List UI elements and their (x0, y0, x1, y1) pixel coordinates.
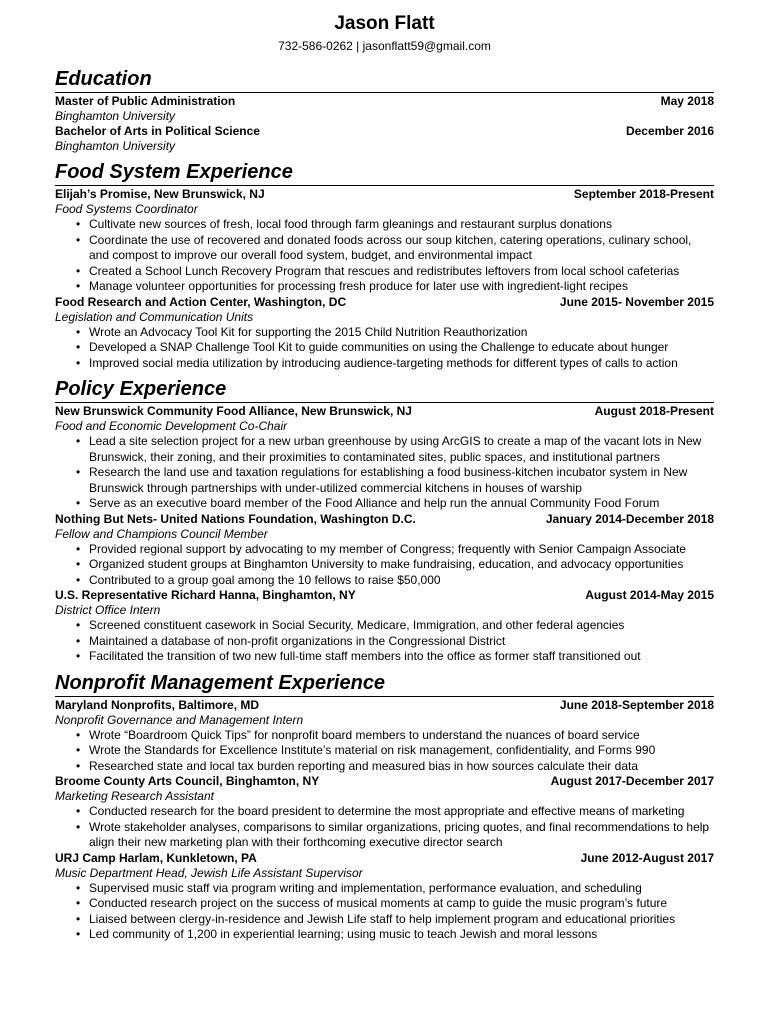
entry-date: December 2016 (625, 124, 714, 138)
resume-entry (55, 851, 714, 943)
entry-heading (55, 124, 714, 139)
resume-sections (55, 67, 714, 943)
entry-organization: Nothing But Nets- United Nations Foundation, Washington D.C. (55, 511, 416, 526)
entry-role: Legislation and Communication Units (55, 309, 254, 324)
resume-entry (55, 404, 714, 512)
entry-heading (55, 512, 714, 527)
section-divider (55, 185, 714, 186)
entry-role: Food and Economic Development Co-Chair (55, 419, 288, 433)
entry-heading (55, 295, 714, 310)
section-title: Food System Experience (55, 161, 293, 183)
entry-organization: New Brunswick Community Food Alliance, New Brunswick, NJ (55, 404, 412, 418)
bullet-item: • Wrote an Advocacy Tool Kit for supporting the 2015 Child Nutrition Reauthorization (89, 325, 714, 341)
entry-bullets (55, 434, 714, 512)
resume-entry (55, 295, 714, 372)
entry-date: August 2018-Present (594, 404, 714, 418)
bullet-item: • Manage volunteer opportunities for processing fresh produce for later use with ingredient-light recipes (89, 279, 714, 295)
resume-section (55, 671, 714, 943)
entry-heading (55, 698, 714, 713)
entry-role: Music Department Head, Jewish Life Assistant Supervisor (55, 865, 363, 880)
entry-date: June 2018-September 2018 (559, 697, 714, 712)
bullet-item: • Coordinate the use of recovered and donated foods across our soup kitchen, catering operations, culinary school, and compost to improve our overall food system, budget, and environmental impact (89, 233, 714, 264)
bullet-item: • Wrote the Standards for Excellence Institute’s material on risk management, confidentiality, and Forms 990 (89, 743, 714, 759)
entry-bullets (55, 804, 714, 851)
entry-organization: Elijah’s Promise, New Brunswick, NJ (55, 187, 265, 201)
section-divider (55, 92, 714, 93)
entry-heading (55, 588, 714, 603)
entry-bullets (55, 881, 714, 943)
entry-date: June 2015- November 2015 (559, 294, 714, 309)
entry-date: January 2014-December 2018 (545, 511, 714, 526)
entry-date: September 2018-Present (573, 187, 714, 201)
entry-bullets (55, 325, 714, 372)
bullet-item: • Research the land use and taxation regulations for establishing a food business-kitchen incubator system in New Brunswick through partnerships with under-utilized commercial kitchens in houses of warship (89, 465, 714, 496)
section-entries (55, 94, 714, 154)
bullet-item: • Serve as an executive board member of the Food Alliance and help run the annual Community Food Forum (89, 496, 714, 512)
bullet-item: • Maintained a database of non-profit organizations in the Congressional District (89, 634, 714, 650)
entry-heading (55, 404, 714, 419)
entry-organization: URJ Camp Harlam, Kunkletown, PA (55, 850, 257, 865)
resume-entry (55, 774, 714, 851)
resume-entry (55, 187, 714, 295)
entry-organization: U.S. Representative Richard Hanna, Binghamton, NY (55, 588, 356, 602)
section-entries (55, 698, 714, 943)
bullet-item: • Created a School Lunch Recovery Program that rescues and redistributes leftovers from local school cafeterias (89, 264, 714, 280)
resume-entry (55, 94, 714, 124)
entry-bullets (55, 217, 714, 295)
section-divider (55, 402, 714, 403)
entry-date: June 2012-August 2017 (580, 850, 714, 865)
entry-role: Fellow and Champions Council Member (55, 526, 268, 541)
entry-date: May 2018 (660, 94, 714, 108)
section-title: Nonprofit Management Experience (55, 671, 386, 694)
entry-organization: Bachelor of Arts in Political Science (55, 124, 260, 138)
resume-entry (55, 588, 714, 665)
entry-bullets (55, 728, 714, 775)
resume-section (55, 67, 714, 154)
section-divider (55, 696, 714, 697)
bullet-item: • Provided regional support by advocating to my member of Congress; frequently with Senior Campaign Associate (89, 542, 714, 558)
entry-bullets (55, 618, 714, 665)
entry-role: Food Systems Coordinator (55, 202, 198, 216)
entry-organization: Maryland Nonprofits, Baltimore, MD (55, 697, 260, 712)
bullet-item: • Cultivate new sources of fresh, local food through farm gleanings and restaurant surplus donations (89, 217, 714, 233)
entry-bullets (55, 542, 714, 589)
bullet-item: • Supervised music staff via program writing and implementation, performance evaluation, and scheduling (89, 881, 714, 897)
contact-info: 732-586-0262 | jasonflatt59@gmail.com (278, 39, 491, 53)
bullet-item: • Wrote stakeholder analyses, comparisons to similar organizations, pricing quotes, and final recommendations to help align their new marketing plan with their forthcoming executive director search (89, 820, 714, 851)
bullet-item: • Led community of 1,200 in experiential learning; using music to teach Jewish and moral lessons (89, 927, 714, 943)
resume-section (55, 160, 714, 371)
section-entries (55, 404, 714, 665)
entry-date: August 2017-December 2017 (550, 774, 714, 788)
resume-section (55, 377, 714, 665)
section-title: Education (55, 68, 152, 90)
entry-heading (55, 94, 714, 109)
entry-heading (55, 187, 714, 202)
candidate-name: Jason Flatt (334, 13, 435, 34)
bullet-item: • Conducted research project on the success of musical moments at camp to guide the music program’s future (89, 896, 714, 912)
bullet-item: • Screened constituent casework in Social Security, Medicare, Immigration, and other federal agencies (89, 618, 714, 634)
entry-organization: Broome County Arts Council, Binghamton, NY (55, 774, 320, 788)
entry-role: Marketing Research Assistant (55, 789, 214, 803)
bullet-item: • Conducted research for the board president to determine the most appropriate and effective means of marketing (89, 804, 714, 820)
entry-date: August 2014-May 2015 (585, 588, 714, 602)
bullet-item: • Organized student groups at Binghamton University to make fundraising, education, and advocacy opportunities (89, 557, 714, 573)
bullet-item: • Lead a site selection project for a new urban greenhouse by using ArcGIS to create a map of the vacant lots in New Brunswick, their zoning, and their proximities to contaminated sites, public spaces, and institutional partners (89, 434, 714, 465)
section-title: Policy Experience (55, 378, 227, 400)
bullet-item: • Facilitated the transition of two new full-time staff members into the office as former staff transitioned out (89, 649, 714, 665)
entry-role: Binghamton University (55, 139, 176, 153)
bullet-item: • Contributed to a group goal among the 10 fellows to raise $50,000 (89, 573, 714, 589)
entry-heading (55, 851, 714, 866)
entry-role: District Office Intern (55, 603, 161, 617)
section-entries (55, 187, 714, 371)
bullet-item: • Wrote “Boardroom Quick Tips” for nonprofit board members to understand the nuances of board service (89, 728, 714, 744)
entry-role: Binghamton University (55, 109, 176, 123)
resume-entry (55, 512, 714, 589)
entry-role: Nonprofit Governance and Management Intern (55, 712, 304, 727)
bullet-item: • Researched state and local tax burden reporting and measured bias in how sources calculate their data (89, 759, 714, 775)
entry-organization: Food Research and Action Center, Washington, DC (55, 294, 347, 309)
bullet-item: • Improved social media utilization by introducing audience-targeting methods for different types of calls to action (89, 356, 714, 372)
entry-heading (55, 774, 714, 789)
resume-entry (55, 124, 714, 154)
bullet-item: • Developed a SNAP Challenge Tool Kit to guide communities on using the Challenge to educate about hunger (89, 340, 714, 356)
entry-organization: Master of Public Administration (55, 94, 236, 108)
bullet-item: • Liaised between clergy-in-residence and Jewish Life staff to help implement program and educational priorities (89, 912, 714, 928)
resume-entry (55, 698, 714, 775)
